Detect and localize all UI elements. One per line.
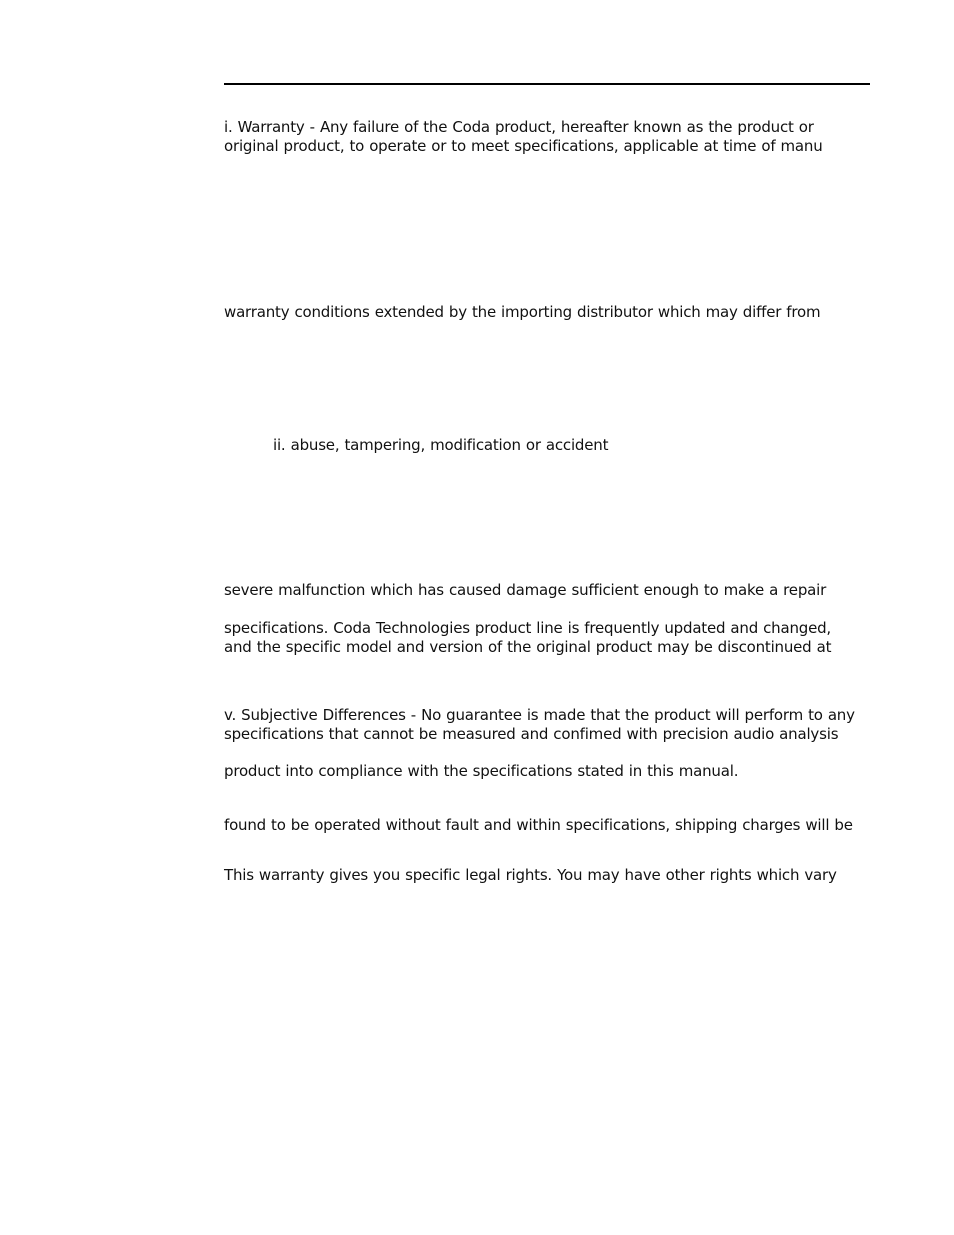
- text-line-legal-rights: This warranty gives you specific legal rights. You may have other rights which vary: [224, 866, 837, 884]
- text-line-warranty-intro: i. Warranty - Any failure of the Coda product, hereafter known as the product or: [224, 118, 814, 136]
- text-line-shipping-charges: found to be operated without fault and within specifications, shipping charges will be: [224, 816, 853, 834]
- text-line-severe-malfunction: severe malfunction which has caused damage sufficient enough to make a repair: [224, 581, 827, 599]
- text-line-subjective-differences: v. Subjective Differences - No guarantee is made that the product will perform to any: [224, 706, 855, 724]
- text-line-model-discontinued: and the specific model and version of the original product may be discontinued at: [224, 638, 832, 656]
- text-line-warranty-specs: original product, to operate or to meet specifications, applicable at time of manu: [224, 137, 823, 155]
- text-line-compliance: product into compliance with the specifications stated in this manual.: [224, 762, 739, 780]
- text-line-precision-analysis: specifications that cannot be measured and confimed with precision audio analysis: [224, 725, 839, 743]
- text-line-product-line-updated: specifications. Coda Technologies product line is frequently updated and changed,: [224, 619, 831, 637]
- text-line-abuse: ii. abuse, tampering, modification or accident: [273, 436, 609, 454]
- header-rule: [224, 83, 870, 85]
- text-line-distributor-conditions: warranty conditions extended by the importing distributor which may differ from: [224, 303, 821, 321]
